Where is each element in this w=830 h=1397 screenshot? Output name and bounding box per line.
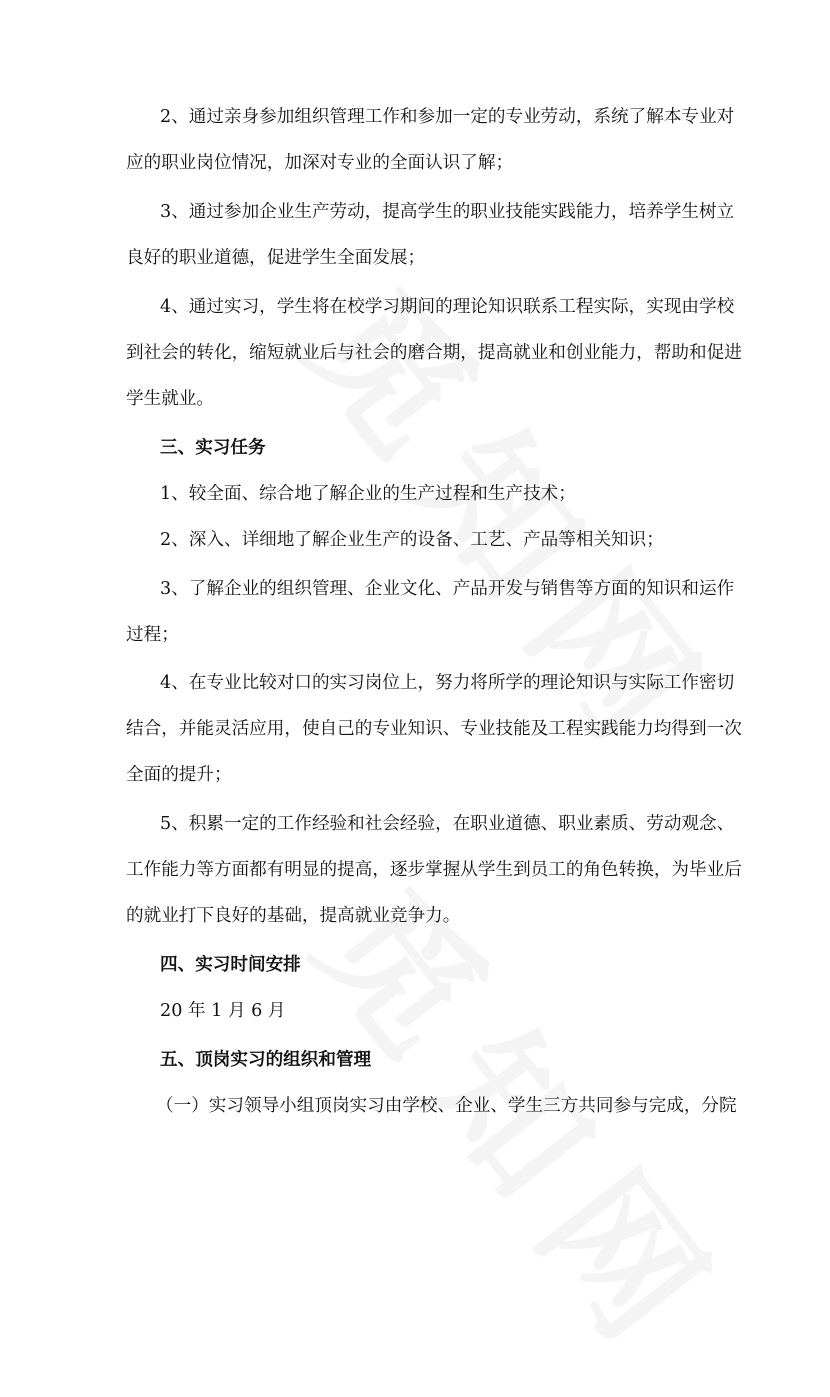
paragraph-line: 到社会的转化，缩短就业后与社会的磨合期，提高就业和创业能力，帮助和促进 — [126, 343, 742, 363]
paragraph-line: （一）实习领导小组顶岗实习由学校、企业、学生三方共同参与完成，分院 — [156, 1096, 737, 1116]
watermark — [269, 239, 772, 798]
paragraph-line: 5、积累一定的工作经验和社会经验，在职业道德、职业素质、劳动观念、 — [160, 814, 735, 834]
paragraph-line: 的就业打下良好的基础，提高就业竞争力。 — [126, 906, 461, 926]
section-heading: 四、实习时间安排 — [160, 954, 301, 975]
paragraph-line: 学生就业。 — [126, 389, 214, 409]
paragraph-line: 3、了解企业的组织管理、企业文化、产品开发与销售等方面的知识和运作 — [160, 579, 735, 599]
paragraph-line: 工作能力等方面都有明显的提高，逐步掌握从学生到员工的角色转换，为毕业后 — [126, 860, 742, 880]
paragraph-line: 4、通过实习，学生将在校学习期间的理论知识联系工程实际，实现由学校 — [160, 297, 735, 317]
paragraph-line: 良好的职业道德，促进学生全面发展； — [126, 248, 426, 268]
paragraph-line: 4、在专业比较对口的实习岗位上，努力将所学的理论知识与实际工作密切 — [160, 673, 735, 693]
section-heading: 五、顶岗实习的组织和管理 — [160, 1049, 372, 1070]
section-heading: 三、实习任务 — [160, 437, 266, 458]
paragraph-line: 结合，并能灵活应用，使自己的专业知识、专业技能及工程实践能力均得到一次 — [126, 719, 742, 739]
paragraph-line: 20 年 1 月 6 月 — [160, 1001, 286, 1021]
paragraph-line: 1、较全面、综合地了解企业的生产过程和生产技术； — [160, 484, 576, 504]
paragraph-line: 应的职业岗位情况，加深对专业的全面认识了解； — [126, 153, 514, 173]
paragraph-line: 全面的提升； — [126, 765, 232, 785]
paragraph-line: 2、通过亲身参加组织管理工作和参加一定的专业劳动，系统了解本专业对 — [160, 107, 735, 127]
paragraph-line: 3、通过参加企业生产劳动，提高学生的职业技能实践能力，培养学生树立 — [160, 202, 735, 222]
paragraph-line: 2、深入、详细地了解企业生产的设备、工艺、产品等相关知识； — [160, 530, 664, 550]
paragraph-line: 过程； — [126, 625, 179, 645]
